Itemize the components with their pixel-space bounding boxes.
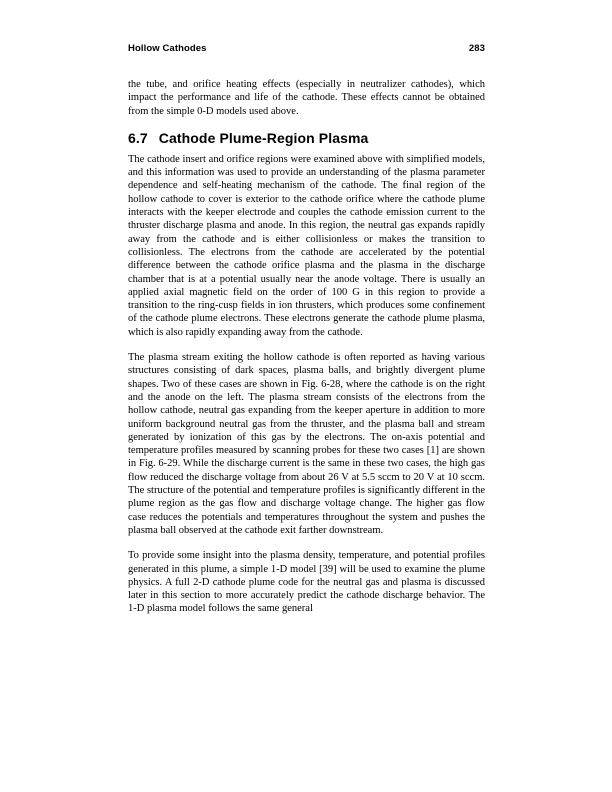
body-paragraph: To provide some insight into the plasma density, temperature, and potential profiles generated in this plume, a simple 1-D model [39] will be used to examine the plume physics. A full 2-D cathode plume code for the neutral gas and plasma is discussed later in this section to more accurately predict the cathode discharge behavior. The 1-D plasma model follows the same general (128, 550, 485, 615)
running-header (128, 43, 485, 55)
section-heading (128, 130, 485, 147)
page-content (128, 43, 485, 616)
page-number: 283 (468, 43, 485, 54)
body-paragraph: The plasma stream exiting the hollow cathode is often reported as having various structures consisting of dark spaces, plasma balls, and brightly divergent plume shapes. Two of these cases are shown in Fig. 6-28, where the cathode is on the right and the anode on the left. The plasma stream consists of the electrons from the hollow cathode, neutral gas expanding from the keeper aperture in addition to more uniform background neutral gas from the thruster, and the plasma ball and stream generated by ionization of this gas by the electrons. The on-axis potential and temperature profiles measured by scanning probes for these two cases [1] are shown in Fig. 6-29. While the discharge current is the same in these two cases, the high gas flow reduced the discharge voltage from about 26 V at 5.5 sccm to 20 V at 10 sccm. The structure of the potential and temperature profiles is significantly different in the plume region as the gas flow and discharge voltage change. The higher gas flow case reduces the potentials and temperatures throughout the system and pushes the plasma ball observed at the cathode exit farther downstream. (128, 352, 485, 536)
body-paragraph: The cathode insert and orifice regions were examined above with simplified models, and this information was used to provide an understanding of the plasma parameter dependence and self-heating mechanism of the cathode. The final region of the hollow cathode to cover is exterior to the cathode orifice where the cathode plume interacts with the keeper electrode and couples the cathode emission current to the thruster discharge plasma and anode. In this region, the neutral gas expands rapidly away from the cathode and is either collisionless or makes the transition to collisionless. The electrons from the cathode are accelerated by the potential difference between the cathode orifice plasma and the plasma in the discharge chamber that is at a potential usually near the anode voltage. There is usually an applied axial magnetic field on the order of 100 G in this region to provide a transition to the ring-cusp fields in ion thrusters, which produces some confinement of the cathode plume electrons. These electrons generate the cathode plume plasma, which is also rapidly expanding away from the cathode. (128, 153, 485, 338)
section-number: 6.7 (128, 129, 148, 146)
section-title: Cathode Plume-Region Plasma (158, 129, 369, 146)
intro-paragraph: the tube, and orifice heating effects (especially in neutralizer cathodes), which impact the performance and life of the cathode. These effects cannot be obtained from the simple 0-D models used above. (128, 79, 485, 117)
running-header-title: Hollow Cathodes (128, 43, 207, 54)
